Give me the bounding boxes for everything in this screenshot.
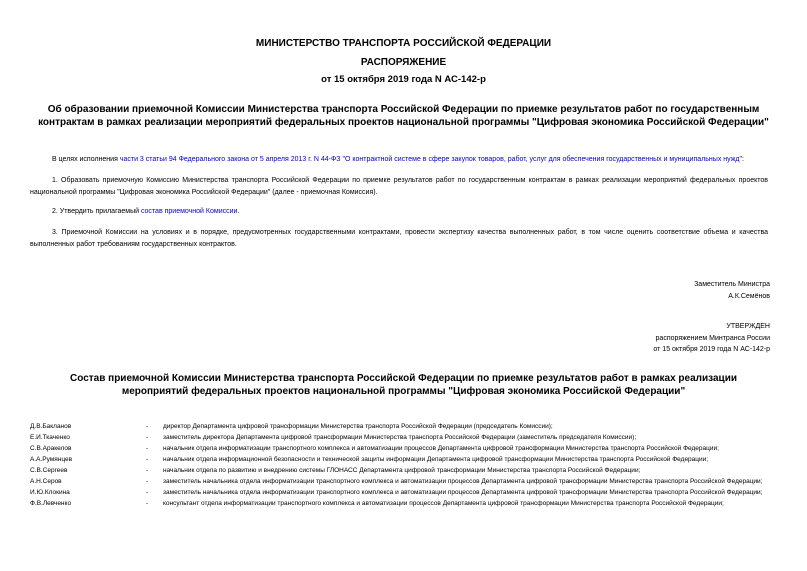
member-role: начальник отдела информатизации транспортного комплекса и автоматизации процессов Департамента цифровой трансформации Министерства транспорта Российской Федерации;: [163, 445, 719, 452]
member-name: А.А.Румянцев: [30, 456, 73, 463]
member-dash: -: [146, 434, 149, 441]
member-dash: -: [146, 478, 149, 485]
member-dash: -: [146, 467, 149, 474]
member-row: [30, 445, 770, 453]
document-type: РАСПОРЯЖЕНИЕ: [360, 57, 447, 68]
intro-prefix: В целях исполнения: [52, 156, 120, 163]
intro-suffix: :: [741, 156, 744, 163]
approval-title: УТВЕРЖДЕН: [726, 323, 770, 330]
item-3-paragraph: 3. Приемочной Комиссии на условиях и в порядке, предусмотренных государственными контрактами, провести экспертизу качества выполненных работ, в том числе оценить соответствие объема и качества выполненных работ требованиям государственных контрактов.: [30, 229, 768, 248]
member-role: консультант отдела информатизации транспортного комплекса и автоматизации процессов Департамента цифровой трансформации Министерства транспорта Российской Федерации;: [163, 500, 724, 507]
member-dash: -: [146, 489, 149, 496]
member-row: [30, 434, 770, 442]
member-role: заместитель начальника отдела информатизации транспортного комплекса и автоматизации процессов Департамента цифровой трансформации Министерства транспорта Российской Федерации;: [163, 478, 763, 485]
signature-block: [694, 279, 770, 302]
member-name: С.В.Аракелов: [30, 445, 72, 452]
item-2-prefix: 2. Утвердить прилагаемый: [52, 208, 141, 215]
member-dash: -: [146, 500, 149, 507]
member-name: И.Ю.Клокина: [30, 489, 70, 496]
signer-name: А.К.Семёнов: [728, 292, 770, 300]
composition-title: Состав приемочной Комиссии Министерства транспорта Российской Федерации по приемке результатов работ в рамках реализации мероприятий федеральных проектов национальной программы "Цифровая экономика Российской Федерации": [70, 373, 737, 397]
approval-line-2: от 15 октября 2019 года N АС-142-р: [653, 346, 770, 353]
law-link[interactable]: части 3 статьи 94 Федерального закона от 5 апреля 2013 г. N 44-ФЗ "О контрактной системе в сфере закупок товаров, работ, услуг для обеспечения государственных и муниципальных нужд": [119, 156, 742, 163]
document-title: Об образовании приемочной Комиссии Министерства транспорта Российской Федерации по приемке результатов работ по государственным контрактам в рамках реализации мероприятий федеральных проектов национальной программы "Цифровая экономика Российской Федерации": [38, 104, 769, 128]
member-role: заместитель директора Департамента цифровой трансформации Министерства транспорта Российской Федерации (заместитель председателя Комиссии);: [163, 434, 637, 441]
document-date: от 15 октября 2019 года N АС-142-р: [321, 74, 486, 85]
member-row: [30, 500, 770, 508]
item-2-paragraph: [30, 206, 768, 218]
members-list: [30, 423, 770, 511]
signer-position: Заместитель Министра: [694, 281, 770, 288]
member-role: заместитель начальника отдела информатизации транспортного комплекса и автоматизации процессов Департамента цифровой трансформации Министерства транспорта Российской Федерации;: [163, 489, 763, 496]
member-dash: -: [146, 445, 149, 452]
approval-block: [653, 321, 770, 356]
member-role: директор Департамента цифровой трансформации Министерства транспорта Российской Федерации (председатель Комиссии);: [163, 423, 553, 430]
member-row: [30, 489, 770, 497]
member-name: Ф.В.Левченко: [30, 500, 72, 507]
member-row: [30, 478, 770, 486]
item-2-suffix: .: [237, 208, 240, 215]
member-name: С.В.Сергеев: [30, 467, 68, 474]
ministry-heading: МИНИСТЕРСТВО ТРАНСПОРТА РОССИЙСКОЙ ФЕДЕРАЦИИ: [255, 38, 552, 49]
member-name: Д.В.Бакланов: [30, 423, 72, 430]
member-row: [30, 467, 770, 475]
member-role: начальник отдела по развитию и внедрению системы ГЛОНАСС Департамента цифровой трансформации Министерства транспорта Российской Федерации;: [163, 467, 641, 474]
composition-link[interactable]: состав приемочной Комиссии: [140, 208, 238, 215]
item-1-paragraph: 1. Образовать приемочную Комиссию Министерства транспорта Российской Федерации по приемке результатов работ по государственным контрактам в рамках реализации мероприятий федеральных проектов национальной программы "Цифровая экономика Российской Федерации" (далее - приемочная Комиссия).: [30, 177, 768, 196]
approval-line-1: распоряжением Минтранса России: [655, 334, 770, 342]
member-dash: -: [146, 456, 149, 463]
member-row: [30, 423, 770, 431]
member-name: А.Н.Серов: [30, 478, 62, 485]
member-row: [30, 456, 770, 464]
intro-paragraph: [30, 154, 768, 166]
member-name: Е.И.Ткаченко: [30, 434, 70, 441]
member-dash: -: [146, 423, 149, 430]
member-role: начальник отдела информационной безопасности и технической защиты информации Департамента цифровой трансформации Министерства транспорта Российской Федерации;: [163, 456, 709, 463]
